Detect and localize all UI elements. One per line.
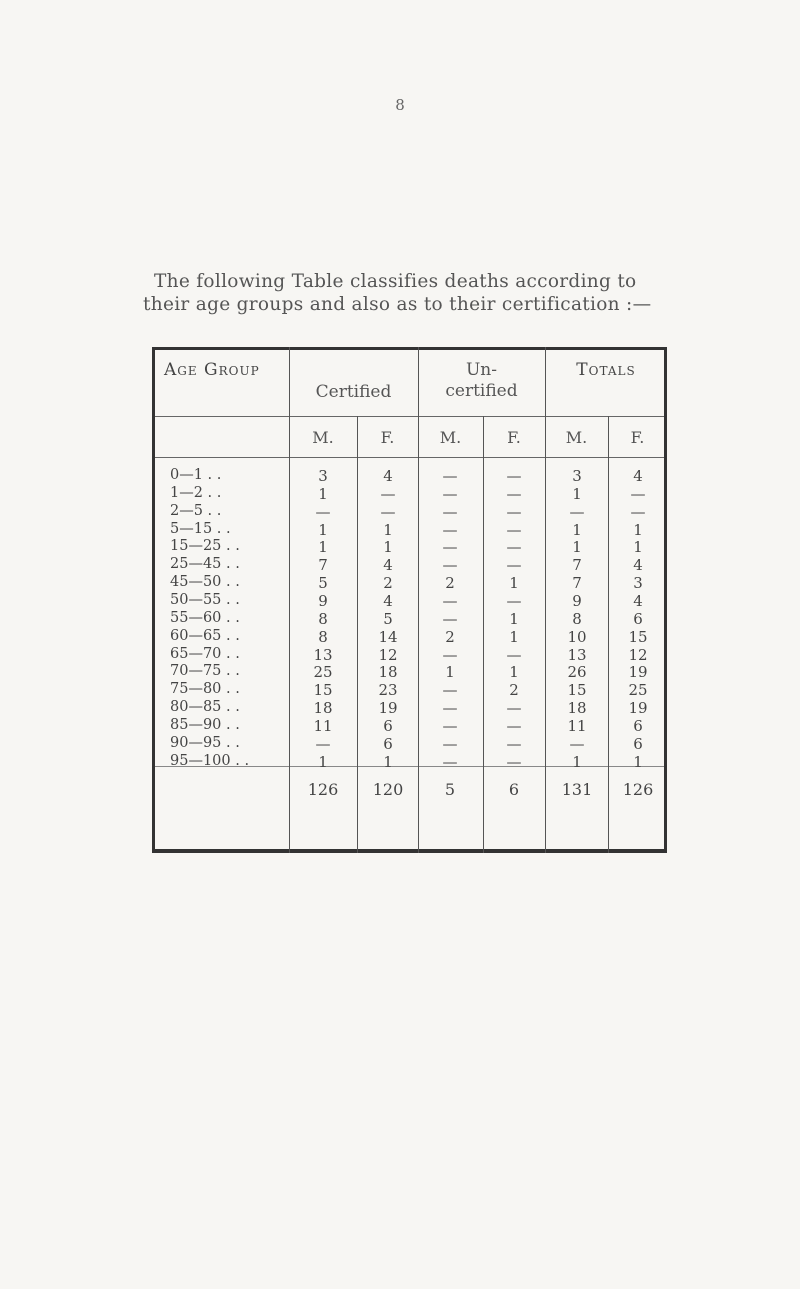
- age-group-cell: 45—50 . .: [170, 574, 240, 591]
- count-cell-um: —: [442, 538, 458, 557]
- count-cell-cf: 2: [383, 574, 393, 593]
- age-group-cell: 75—80 . .: [170, 681, 240, 698]
- age-group-cell: 25—45 . .: [170, 556, 240, 573]
- count-cell-tm: 10: [567, 627, 587, 646]
- count-cell-uf: 1: [509, 663, 519, 682]
- count-cell-um: —: [442, 484, 458, 503]
- count-cell-cf: 6: [383, 716, 393, 735]
- header-uncertified-m: M.: [439, 428, 462, 447]
- count-cell-uf: —: [506, 484, 522, 503]
- count-cell-tf: 1: [633, 520, 643, 539]
- count-cell-tf: 12: [628, 645, 648, 664]
- count-cell-uf: 1: [509, 574, 519, 593]
- subheader-rule: [152, 457, 667, 458]
- count-cell-tf: 3: [633, 574, 643, 593]
- count-cell-tm: 1: [572, 520, 582, 539]
- count-cell-tm: 26: [567, 663, 587, 682]
- count-cell-tf: 19: [628, 699, 648, 718]
- table-left-border: [152, 347, 155, 853]
- age-group-cell: 15—25 . .: [170, 538, 240, 555]
- total-cell-cf: 120: [372, 780, 404, 799]
- count-cell-cf: 19: [378, 699, 398, 718]
- count-cell-cf: 1: [383, 538, 393, 557]
- count-cell-um: —: [442, 467, 458, 485]
- header-certified: Certified: [315, 382, 392, 402]
- count-cell-uf: 1: [509, 627, 519, 646]
- count-cell-uf: —: [506, 645, 522, 664]
- count-cell-um: —: [442, 645, 458, 664]
- age-group-cell: 0—1 . .: [170, 467, 222, 483]
- count-cell-cf: 1: [383, 520, 393, 539]
- count-cell-um: —: [442, 752, 458, 771]
- total-cell-uf: 6: [508, 780, 520, 799]
- count-cell-um: —: [442, 591, 458, 610]
- age-group-cell: 90—95 . .: [170, 734, 240, 751]
- count-cell-uf: —: [506, 734, 522, 753]
- deaths-by-age-table: [152, 347, 667, 853]
- age-group-cell: 1—2 . .: [170, 484, 222, 501]
- count-cell-cf: 4: [383, 591, 393, 610]
- total-cell-tf: 126: [622, 780, 654, 799]
- count-cell-um: —: [442, 699, 458, 718]
- count-cell-um: 2: [445, 627, 455, 646]
- count-cell-tm: 7: [572, 574, 582, 593]
- count-cell-cf: 14: [378, 627, 398, 646]
- count-cell-um: —: [442, 609, 458, 628]
- count-cell-tf: 15: [628, 627, 648, 646]
- count-cell-tm: 1: [572, 752, 582, 771]
- age-group-cell: 85—90 . .: [170, 716, 240, 733]
- total-cell-cm: 126: [307, 780, 339, 799]
- count-cell-cf: 4: [383, 467, 393, 485]
- count-cell-cm: —: [315, 734, 331, 753]
- count-cell-cm: 1: [318, 484, 328, 503]
- count-cell-tf: —: [630, 502, 646, 521]
- age-group-cell: 65—70 . .: [170, 645, 240, 662]
- count-cell-um: —: [442, 520, 458, 539]
- count-cell-uf: —: [506, 502, 522, 521]
- header-totals: Totals: [576, 360, 636, 380]
- count-cell-cm: 18: [313, 699, 333, 718]
- count-cell-uf: —: [506, 556, 522, 575]
- count-cell-cf: 6: [383, 734, 393, 753]
- count-cell-um: —: [442, 681, 458, 700]
- count-cell-tm: 11: [567, 716, 587, 735]
- age-group-cell: 70—75 . .: [170, 663, 240, 680]
- header-totals-m: M.: [565, 428, 588, 447]
- count-cell-cm: 8: [318, 627, 328, 646]
- count-cell-uf: —: [506, 591, 522, 610]
- count-cell-cf: 18: [378, 663, 398, 682]
- header-rule: [152, 416, 667, 417]
- count-cell-cm: 1: [318, 538, 328, 557]
- count-cell-cm: 25: [313, 663, 333, 682]
- count-cell-tm: —: [569, 502, 585, 521]
- age-group-cell: 50—55 . .: [170, 591, 240, 608]
- column-divider: [545, 347, 546, 853]
- header-certified-m: M.: [312, 428, 334, 447]
- intro-line-1: The following Table classifies deaths according to: [154, 271, 637, 292]
- count-cell-tf: 6: [633, 734, 643, 753]
- count-cell-cm: 3: [318, 467, 328, 485]
- count-cell-cf: 23: [378, 681, 398, 700]
- count-cell-tf: 1: [633, 538, 643, 557]
- header-age-group: Age Group: [164, 360, 260, 380]
- count-cell-um: —: [442, 556, 458, 575]
- count-cell-cf: —: [380, 502, 396, 521]
- intro-line-2: their age groups and also as to their certification :—: [143, 294, 652, 315]
- table-bottom-rule: [152, 849, 667, 853]
- count-cell-cm: 1: [318, 752, 328, 771]
- count-cell-cm: 5: [318, 574, 328, 593]
- count-cell-cf: 12: [378, 645, 398, 664]
- header-certified-f: F.: [380, 428, 395, 447]
- header-uncertified-f: F.: [507, 428, 521, 447]
- count-cell-cm: 1: [318, 520, 328, 539]
- header-totals-f: F.: [630, 428, 645, 447]
- count-cell-cf: —: [380, 484, 396, 503]
- page-number: 8: [395, 96, 405, 114]
- count-cell-cm: 8: [318, 609, 328, 628]
- count-cell-cm: —: [315, 502, 331, 521]
- count-cell-um: 1: [445, 663, 455, 682]
- count-cell-cm: 11: [313, 716, 333, 735]
- count-cell-tf: 4: [633, 556, 643, 575]
- count-cell-tm: 9: [572, 591, 582, 610]
- header-uncertified-line1: Un-: [465, 360, 498, 380]
- count-cell-cm: 7: [318, 556, 328, 575]
- age-group-cell: 55—60 . .: [170, 609, 240, 626]
- count-cell-tm: —: [569, 734, 585, 753]
- count-cell-tf: 4: [633, 467, 643, 485]
- count-cell-cf: 1: [383, 752, 393, 771]
- count-cell-uf: 1: [509, 609, 519, 628]
- count-cell-tf: 4: [633, 591, 643, 610]
- count-cell-tm: 13: [567, 645, 587, 664]
- column-divider: [289, 347, 290, 853]
- age-group-cell: 5—15 . .: [170, 520, 231, 537]
- count-cell-um: —: [442, 734, 458, 753]
- count-cell-tm: 8: [572, 609, 582, 628]
- count-cell-tf: —: [630, 484, 646, 503]
- count-cell-tm: 7: [572, 556, 582, 575]
- count-cell-tm: 18: [567, 699, 587, 718]
- count-cell-tf: 6: [633, 609, 643, 628]
- count-cell-cm: 9: [318, 591, 328, 610]
- count-cell-uf: —: [506, 716, 522, 735]
- age-group-cell: 80—85 . .: [170, 699, 240, 716]
- count-cell-cm: 15: [313, 681, 333, 700]
- header-uncertified-line2: certified: [445, 381, 518, 401]
- count-cell-uf: —: [506, 467, 522, 485]
- count-cell-um: —: [442, 502, 458, 521]
- total-cell-tm: 131: [561, 780, 593, 799]
- count-cell-uf: —: [506, 699, 522, 718]
- count-cell-uf: —: [506, 538, 522, 557]
- count-cell-uf: —: [506, 752, 522, 771]
- count-cell-cf: 4: [383, 556, 393, 575]
- age-group-cell: 60—65 . .: [170, 627, 240, 644]
- count-cell-cm: 13: [313, 645, 333, 664]
- count-cell-uf: —: [506, 520, 522, 539]
- total-cell-um: 5: [444, 780, 456, 799]
- count-cell-uf: 2: [509, 681, 519, 700]
- count-cell-tm: 3: [572, 467, 582, 485]
- count-cell-tf: 6: [633, 716, 643, 735]
- count-cell-cf: 5: [383, 609, 393, 628]
- table-top-rule: [152, 347, 667, 350]
- column-divider: [418, 347, 419, 853]
- count-cell-um: 2: [445, 574, 455, 593]
- count-cell-tm: 15: [567, 681, 587, 700]
- count-cell-tm: 1: [572, 484, 582, 503]
- count-cell-tf: 25: [628, 681, 648, 700]
- intro-paragraph: [143, 270, 688, 316]
- age-group-cell: 2—5 . .: [170, 502, 222, 519]
- count-cell-tf: 1: [633, 752, 643, 771]
- count-cell-tf: 19: [628, 663, 648, 682]
- count-cell-tm: 1: [572, 538, 582, 557]
- count-cell-um: —: [442, 716, 458, 735]
- age-group-cell: 95—100 . .: [170, 752, 250, 769]
